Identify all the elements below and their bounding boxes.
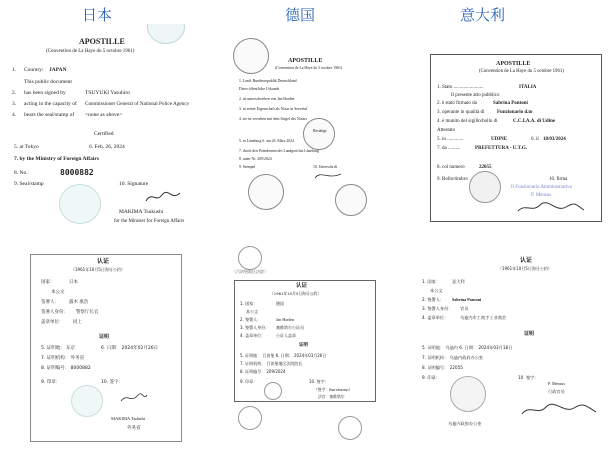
jpcn-r10: 10. 签字： bbox=[101, 380, 124, 385]
germany-apostille bbox=[213, 26, 393, 226]
it-line-10: 8. col numero bbox=[437, 165, 465, 170]
decn-title: 认证 bbox=[296, 283, 308, 289]
de-line-2: Diese öffentliche Urkunde bbox=[239, 87, 280, 91]
itcn-row-3-value: Sabrina Pontoni bbox=[452, 297, 482, 302]
jp-convention: (Convention de La Haye du 5 octobre 1961) bbox=[46, 49, 135, 54]
decn-seal-mid bbox=[264, 382, 282, 400]
de-seal-bottom-left bbox=[248, 174, 284, 210]
jp-no-label: 8. No. bbox=[14, 170, 28, 176]
it-line-9: 7. da .......... bbox=[437, 146, 461, 151]
itcn-signature-icon bbox=[520, 402, 598, 418]
decn-r7: 7. 证明机构： 吕讷堡地区法院院长 bbox=[240, 361, 303, 366]
decn-row-3-value: Jan Harden bbox=[276, 317, 295, 322]
jpcn-row-1: 国家： bbox=[41, 280, 55, 285]
it-line-5: 4. è munito del sigillo/bollo di bbox=[437, 119, 498, 124]
decn-convention: （1961年10月5日海牙公约） bbox=[270, 291, 322, 296]
jpcn-r5: 5. 证明地： 东京 bbox=[41, 346, 76, 351]
jpcn-r8: 8. 证明编号： 8000882 bbox=[41, 366, 91, 371]
decn-seal-bottom-left bbox=[238, 406, 262, 430]
germany-chinese-translation bbox=[224, 240, 384, 445]
japan-seal-top bbox=[147, 24, 185, 44]
jpcn-convention: （1961年10月5日海牙公约） bbox=[71, 267, 125, 272]
jp-date: 6. Feb. 26, 2024 bbox=[89, 144, 125, 150]
jpcn-title: 认证 bbox=[97, 258, 110, 265]
de-title: APOSTILLE bbox=[288, 58, 323, 64]
de-line-5b: 5. in Lüneburg 6. am 26. März 2024 bbox=[239, 139, 294, 143]
jp-seal-label: 9. Seal/stamp bbox=[14, 181, 44, 187]
italy-apostille bbox=[430, 54, 602, 222]
jp-by: 7. by the Ministry of Foreign Affairs bbox=[14, 156, 99, 162]
itcn-row-2: 本公文 bbox=[430, 288, 443, 293]
de-line-1: 1. Land: Bundesrepublik Deutschland bbox=[239, 79, 297, 83]
jpcn-signer: MAKIMA Tadashi bbox=[111, 416, 145, 421]
jp-item-5-label: bears the seal/stamp of bbox=[24, 112, 75, 118]
jpcn-zm: 证明 bbox=[99, 334, 110, 340]
decn-foot2: 法官：塞维塔尔 bbox=[318, 394, 345, 399]
it-line-10-value: 22055 bbox=[479, 165, 492, 170]
jp-sig-label: 10. Signature bbox=[119, 181, 149, 187]
de-line-9: 9. Stempel bbox=[239, 165, 256, 169]
it-seal bbox=[469, 171, 501, 203]
it-title: APOSTILLE bbox=[496, 61, 531, 67]
jp-item-1-label: Country: bbox=[24, 67, 44, 73]
itcn-title: 认证 bbox=[520, 257, 533, 264]
jp-item-4-label: acting in the capacity of bbox=[24, 101, 77, 107]
itcn-convention: （1961年10月5日海牙公约） bbox=[498, 266, 552, 271]
it-signature-icon bbox=[516, 201, 586, 215]
de-seal-right bbox=[303, 118, 335, 150]
jpcn-r6: 6. 日期： 2024年02月26日 bbox=[101, 346, 159, 351]
de-bestaetigt: Bestätigt bbox=[313, 129, 327, 133]
it-line-8: 6. il bbox=[531, 137, 539, 142]
de-line-4: 3. in seiner Eigenschaft als Notar in Seevetal bbox=[239, 107, 308, 111]
jp-item-3-n: 2. bbox=[12, 90, 17, 96]
jpcn-signature-icon bbox=[119, 391, 149, 405]
de-line-7: 7. durch den Präsidenten des Landgerichts Lüneburg bbox=[239, 149, 319, 153]
it-convention: (Convention de La Haye du 5 octobre 1961) bbox=[479, 69, 564, 74]
header-italy: 意大利 bbox=[460, 6, 506, 24]
decn-seal-top bbox=[238, 246, 262, 270]
decn-r9: 9. 印章： bbox=[240, 379, 258, 384]
jpcn-row-4: 签署人身份： bbox=[41, 310, 68, 315]
itcn-row-1-value: 意大利 bbox=[452, 279, 465, 284]
decn-row-3: 2. 签署人： bbox=[240, 317, 262, 322]
itcn-foot: 乌迪内政府办公室 bbox=[448, 421, 482, 426]
itcn-seal bbox=[450, 376, 486, 412]
it-line-7: 5. in ............. bbox=[437, 137, 464, 142]
de-signature-icon bbox=[313, 170, 343, 180]
jp-item-3-label: has been signed by bbox=[24, 90, 66, 96]
itcn-row-3: 2. 签署人： bbox=[422, 297, 445, 302]
itcn-row-1: 1. 国家： bbox=[422, 279, 440, 284]
itcn-row-5: 4. 盖章单位： bbox=[422, 315, 449, 320]
itcn-row-4: 3. 签署人身份： bbox=[422, 306, 453, 311]
jp-item-2-label: This public document bbox=[24, 79, 72, 85]
de-line-5: 4. sie ist versehen mit dem Siegel des Notars bbox=[239, 117, 308, 121]
decn-r10: 10. 签字： bbox=[309, 379, 329, 384]
decn-seal-top-label: （吕讷堡地区法院） bbox=[232, 269, 268, 274]
jpcn-seal bbox=[71, 385, 103, 417]
itcn-zm: 证明 bbox=[524, 331, 535, 337]
de-line-8: 8. unter Nr. 209/2024 bbox=[239, 157, 272, 161]
de-convention: (Convention de La Haye du 5 octobre 1961) bbox=[275, 66, 343, 70]
itcn-row-5-value: 乌迪内市工商手工业商会 bbox=[460, 315, 507, 320]
japan-chinese-translation bbox=[30, 254, 182, 442]
itcn-signer: P. Mensus bbox=[548, 381, 565, 386]
it-line-3-value: Sabrina Pontoni bbox=[493, 101, 528, 106]
jp-certified: Certified bbox=[94, 131, 114, 137]
itcn-r9: 9. 印章： bbox=[422, 375, 440, 380]
decn-r8: 8. 证明编号： 209/2024 bbox=[240, 369, 286, 374]
decn-r5: 5. 证明地： 吕讷堡 6. 日期： 2024年03月26日 bbox=[240, 353, 327, 358]
de-seal-top bbox=[233, 38, 269, 74]
jp-item-5-n: 4. bbox=[12, 112, 17, 118]
jp-item-1-value: JAPAN bbox=[49, 67, 67, 73]
jpcn-row-1-value: 日本 bbox=[69, 280, 78, 285]
it-line-1: 1. Stato ........................ bbox=[437, 85, 484, 90]
decn-row-5-value: 公证人盖章 bbox=[276, 333, 296, 338]
jp-at: 5. at Tokyo bbox=[14, 144, 39, 150]
de-seal-bottom-right bbox=[335, 184, 367, 216]
it-line-3: 2. è stato firmato da bbox=[437, 101, 477, 106]
jp-item-4-value: Commissioner General of National Police Agency bbox=[85, 101, 190, 107]
decn-zm: 证明 bbox=[299, 343, 308, 348]
header-japan: 日本 bbox=[82, 6, 113, 24]
jpcn-row-3: 签署人： bbox=[41, 300, 59, 305]
itcn-r7: 7. 证明机构： 乌迪内政府办公室 bbox=[422, 355, 484, 360]
itcn-r10: 10. 签字： bbox=[518, 375, 539, 380]
japan-apostille bbox=[4, 24, 200, 229]
it-line-6: Attestato bbox=[437, 128, 456, 133]
itcn-r5: 5. 证明地： 乌迪内 6. 日期： 2024年03月18日 bbox=[422, 345, 513, 350]
it-line-4: 3. operante in qualità di bbox=[437, 110, 485, 115]
jpcn-row-5-value: 同上 bbox=[73, 320, 82, 325]
it-line-2: Il presente atto pubblico bbox=[451, 93, 500, 98]
jp-round-seal bbox=[59, 184, 101, 224]
jp-signer-title: for the Minister for Foreign Affairs bbox=[114, 219, 185, 224]
it-firma: 10. firma bbox=[549, 177, 568, 182]
jpcn-r7: 7. 证明机构： 外务省 bbox=[41, 356, 85, 361]
jp-item-1-n: 1. bbox=[12, 67, 17, 73]
jp-signer: MAKIMA Tsukushi bbox=[119, 209, 164, 215]
jp-item-4-n: 3. bbox=[12, 101, 17, 107]
it-line-9-value: PREFETTURA - U.T.G. bbox=[475, 146, 527, 151]
decn-row-5: 4. 盖章单位： bbox=[240, 333, 266, 338]
decn-row-4-value: 塞维塔尔公证员 bbox=[276, 325, 304, 330]
jp-title: APOSTILLE bbox=[79, 37, 125, 46]
jp-item-3-value: TSUYUKI Yasuhiro bbox=[85, 90, 130, 96]
itcn-row-4-value: 官员 bbox=[460, 306, 469, 311]
itcn-signer2: 行政官员 bbox=[548, 389, 565, 394]
decn-row-1-value: 德国 bbox=[276, 301, 284, 306]
itcn-r8: 8. 证明编号： 22055 bbox=[422, 365, 463, 370]
it-line-4-value: Funzionario d.to bbox=[497, 110, 533, 115]
decn-row-4: 3. 签署人身份： bbox=[240, 325, 270, 330]
it-line-7-value: UDINE bbox=[491, 137, 508, 142]
jp-number: 8000882 bbox=[60, 168, 94, 177]
it-funz2: P. Mensus bbox=[531, 193, 552, 198]
de-line-3: 2. ist unterschrieben von Jan Harden bbox=[239, 97, 295, 101]
it-line-1-value: ITALIA bbox=[519, 85, 537, 90]
decn-seal-bottom-right bbox=[338, 416, 362, 440]
jpcn-signer2: 外务省 bbox=[127, 426, 141, 431]
jpcn-row-4-value: 警察厅长官 bbox=[76, 310, 99, 315]
decn-foot1: （签字：Bornkamp） bbox=[314, 387, 353, 392]
decn-row-1: 1. 国家： bbox=[240, 301, 258, 306]
jp-signature-icon bbox=[144, 189, 184, 205]
it-line-5-value: C.C.I.A.A. di Udine bbox=[513, 119, 556, 124]
decn-row-2: 本公文 bbox=[246, 309, 258, 314]
jpcn-row-3-value: 露木 康浩 bbox=[69, 300, 89, 305]
it-line-8-value: 18/03/2024 bbox=[543, 137, 566, 142]
italy-chinese-translation bbox=[408, 252, 604, 446]
de-line-10: 10. Unterschrift bbox=[313, 165, 338, 169]
jpcn-row-2: 本公文 bbox=[51, 290, 65, 295]
it-funz: Il Funzionario Amministrativo bbox=[511, 185, 573, 190]
jpcn-row-5: 盖章单位： bbox=[41, 320, 64, 325]
jp-item-5-value: <none as above> bbox=[85, 112, 123, 118]
it-line-11: 9. Bollo/timbro bbox=[437, 177, 468, 182]
header-germany: 德国 bbox=[285, 6, 316, 24]
jpcn-r9: 9. 印章： bbox=[41, 380, 61, 385]
